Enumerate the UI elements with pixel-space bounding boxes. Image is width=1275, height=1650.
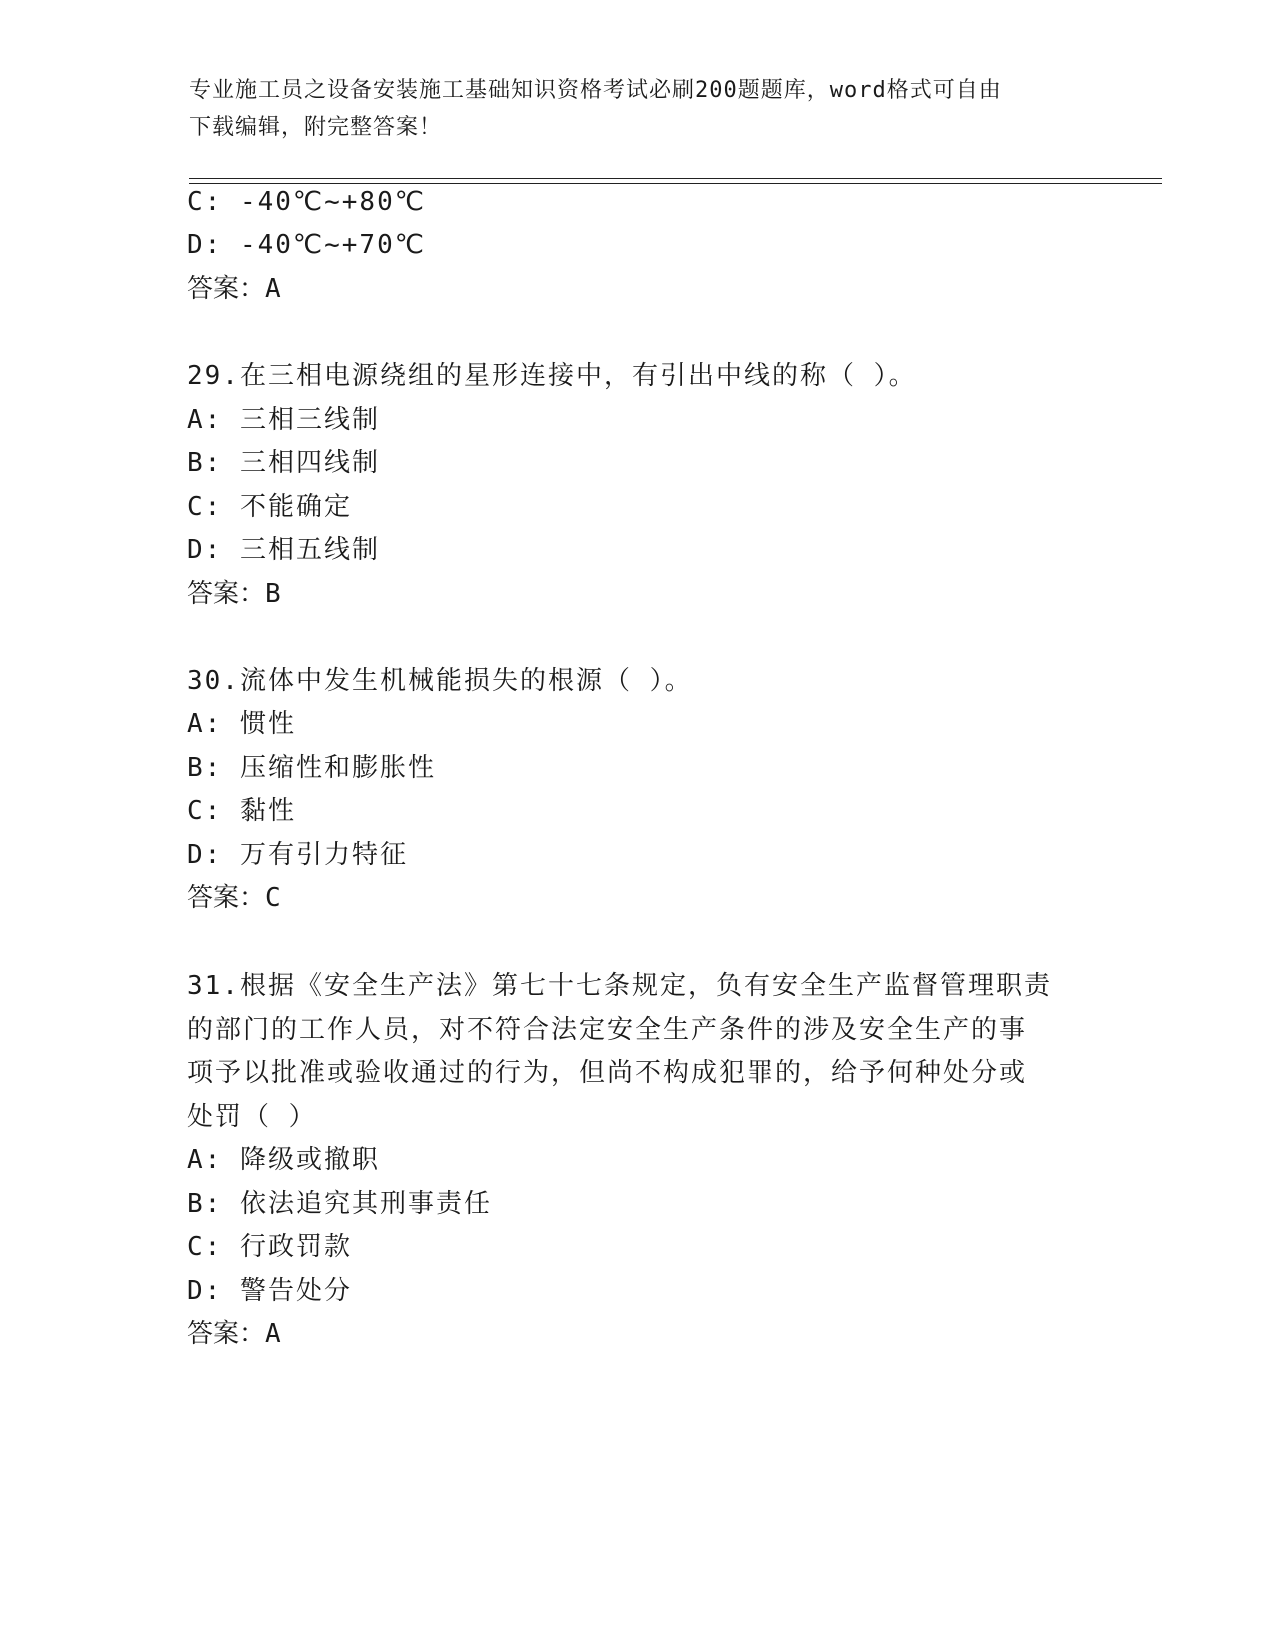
q29-answer: 答案：B <box>187 579 281 609</box>
q31-stem-line-3: 项予以批准或验收通过的行为，但尚不构成犯罪的，给予何种处分或 <box>187 1058 1028 1088</box>
q30-option-a: A: 惯性 <box>187 709 296 739</box>
q29-option-c: C: 不能确定 <box>187 492 352 522</box>
prev-option-d: D: -40℃~+70℃ <box>187 230 426 260</box>
q31-option-c: C: 行政罚款 <box>187 1232 352 1262</box>
q29-option-d: D: 三相五线制 <box>187 535 380 565</box>
header-line-1: 专业施工员之设备安装施工基础知识资格考试必刷200题题库，word格式可自由 <box>189 78 1002 103</box>
header-line-2: 下载编辑，附完整答案！ <box>189 115 443 140</box>
q31-stem-line-2: 的部门的工作人员，对不符合法定安全生产条件的涉及安全生产的事 <box>187 1015 1028 1045</box>
header-divider-bottom <box>189 183 1162 184</box>
q29-option-b: B: 三相四线制 <box>187 448 380 478</box>
q30-option-c: C: 黏性 <box>187 796 296 826</box>
q31-stem-line-4: 处罚（ ） <box>187 1102 317 1132</box>
q29-option-a: A: 三相三线制 <box>187 405 380 435</box>
header-divider-top <box>189 178 1162 179</box>
prev-answer: 答案：A <box>187 274 281 304</box>
q30-option-d: D: 万有引力特征 <box>187 840 408 870</box>
q29-stem: 29.在三相电源绕组的星形连接中，有引出中线的称（ ）。 <box>187 361 917 391</box>
q31-answer: 答案：A <box>187 1319 281 1349</box>
prev-option-c: C: -40℃~+80℃ <box>187 187 426 217</box>
q31-stem-line-1: 31.根据《安全生产法》第七十七条规定，负有安全生产监督管理职责 <box>187 971 1052 1001</box>
q30-stem: 30.流体中发生机械能损失的根源（ ）。 <box>187 666 693 696</box>
q31-option-d: D: 警告处分 <box>187 1276 352 1306</box>
q30-answer: 答案：C <box>187 883 281 913</box>
document-header <box>189 72 1089 146</box>
q31-option-b: B: 依法追究其刑事责任 <box>187 1189 492 1219</box>
q30-option-b: B: 压缩性和膨胀性 <box>187 753 436 783</box>
q31-option-a: A: 降级或撤职 <box>187 1145 380 1175</box>
